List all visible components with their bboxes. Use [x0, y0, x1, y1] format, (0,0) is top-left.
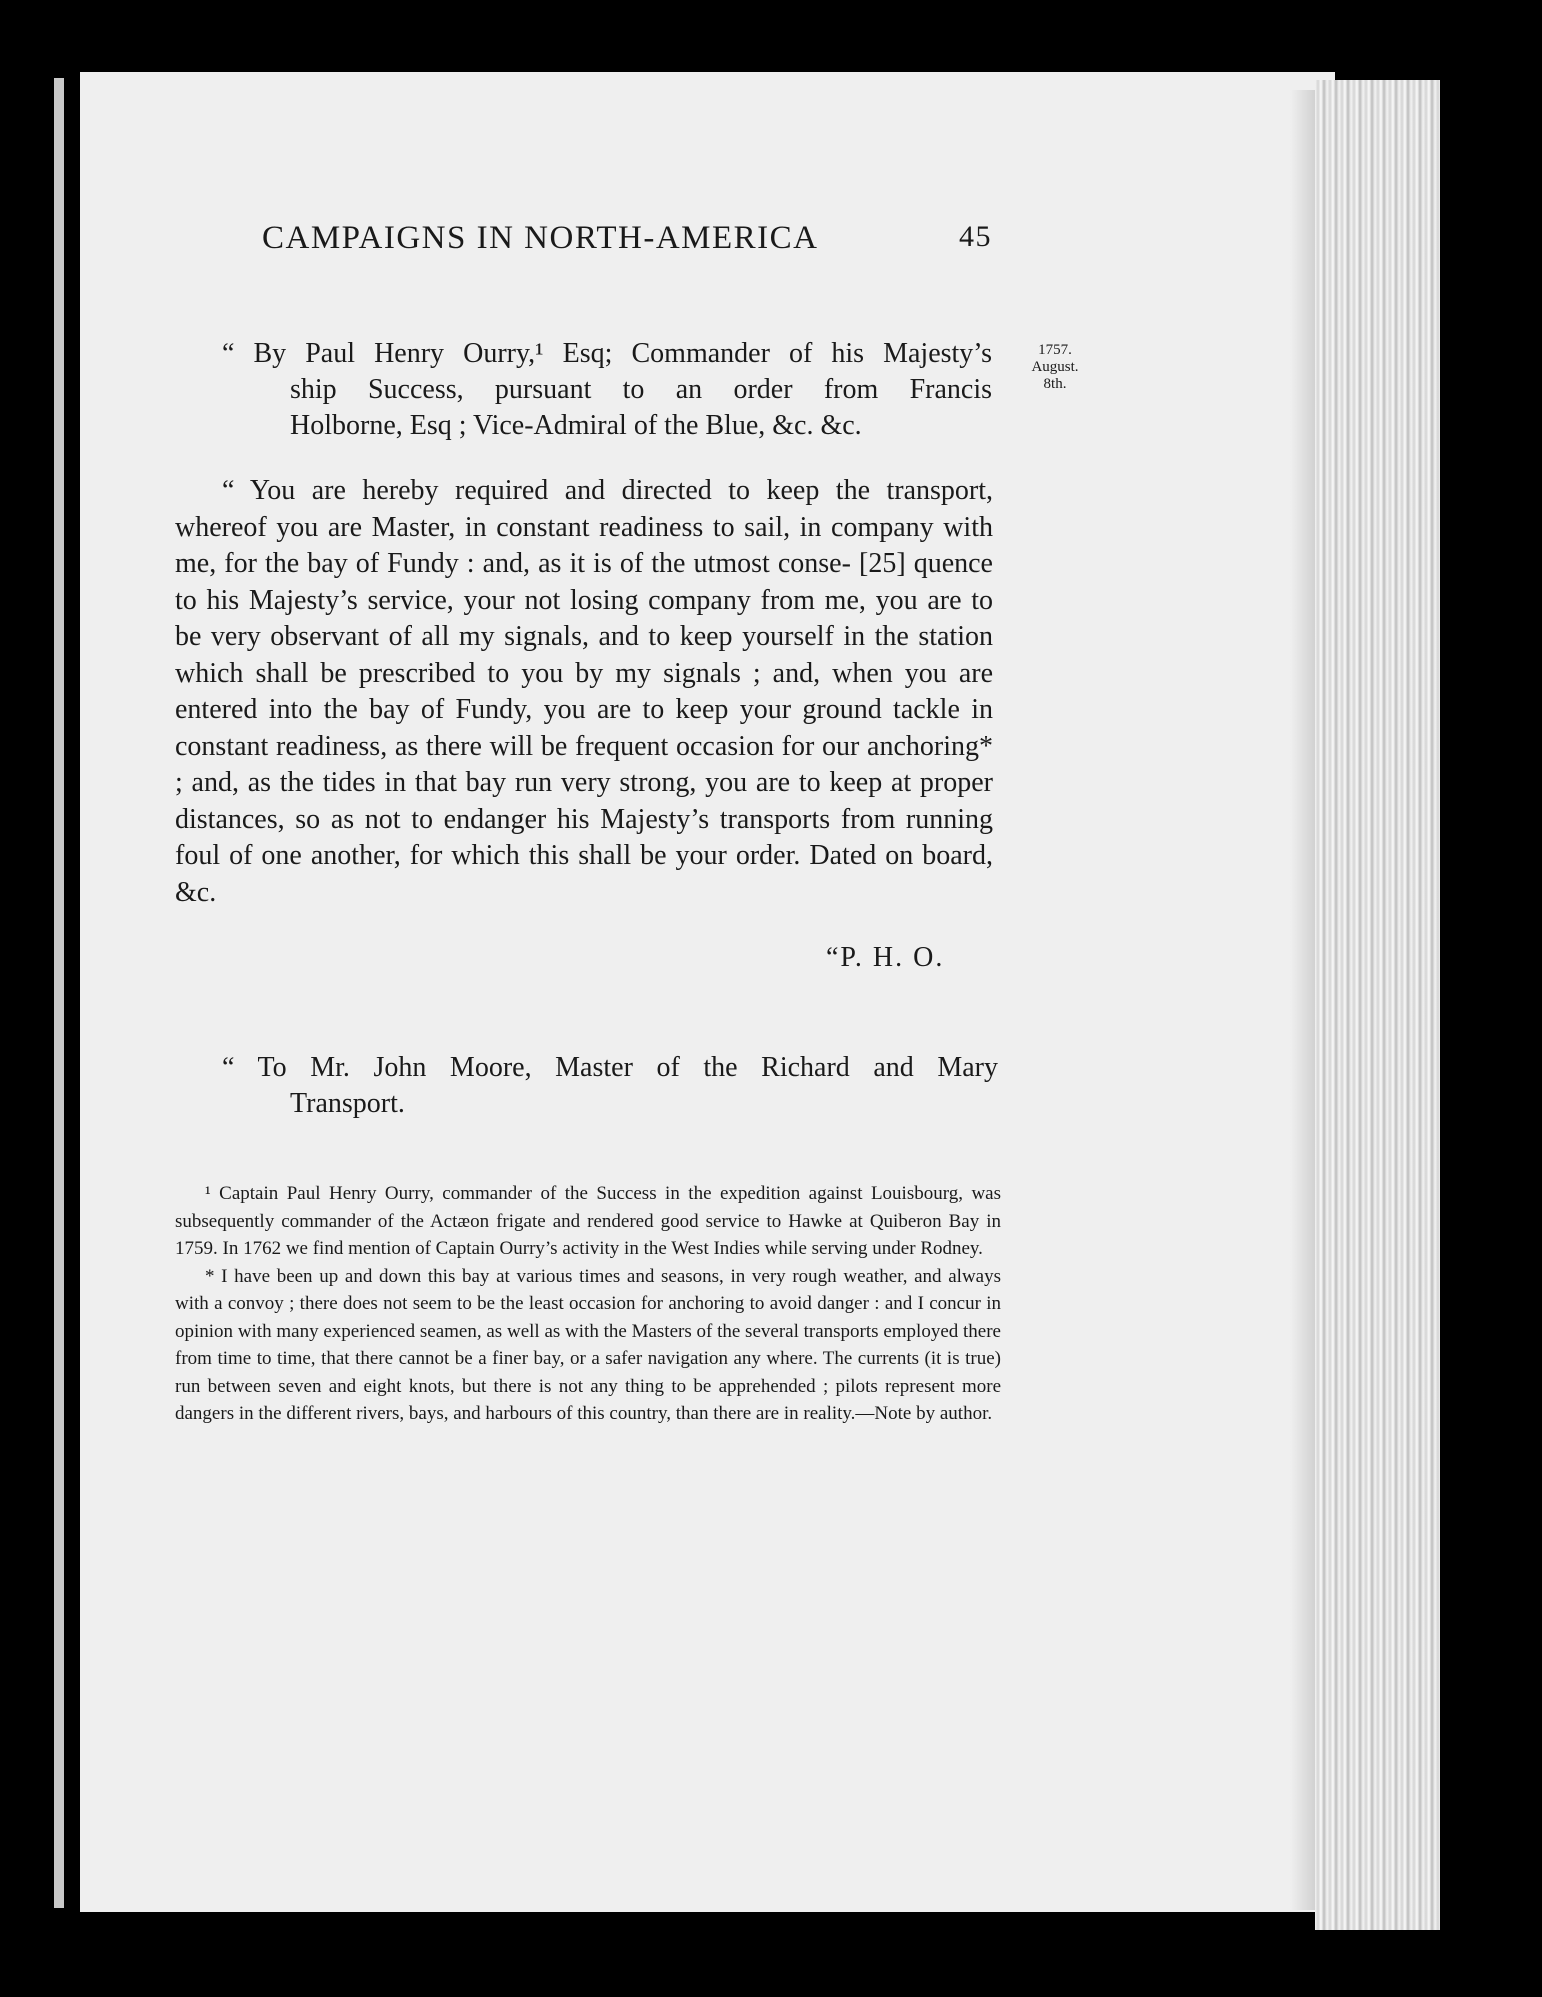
- footnotes: [175, 1180, 1001, 1428]
- order-paragraph: “ You are hereby required and directed to keep the transport, whereof you are Master, in constant readiness to sail, in company with me, for the bay of Fundy : and, as it is of the utmost conse- [25] quence to his Majesty’s service, your not losing company from me, you are to be very observant of all my signals, and to keep yourself in the station which shall be prescribed to you by my signals ; and, when you are entered into the bay of Fundy, you are to keep your ground tackle in constant readiness, as there will be frequent occasion for our anchoring* ; and, as the tides in that bay run very strong, you are to keep at proper distances, so as not to endanger his Majesty’s transports from running foul of one another, for which this shall be your order. Dated on board, &c.: [175, 475, 993, 908]
- margin-date-note: [1000, 342, 1110, 393]
- order-body: [175, 473, 993, 911]
- margin-month: August.: [1031, 359, 1079, 375]
- heading-line-2: ship Success, pursuant to an order from Francis: [290, 374, 992, 405]
- page-number: 45: [959, 220, 992, 253]
- addressee-line-1: “ To Mr. John Moore, Master of the Richard and Mary: [222, 1052, 998, 1083]
- margin-year: 1757.: [1038, 342, 1072, 358]
- running-title: CAMPAIGNS IN NORTH-AMERICA: [262, 220, 819, 256]
- heading-line-1: “ By Paul Henry Ourry,¹ Esq; Commander of his Majesty’s: [222, 338, 992, 369]
- signature-initials: “P. H. O.: [826, 942, 945, 973]
- order-addressee: [222, 1050, 998, 1122]
- heading-line-3: Holborne, Esq ; Vice-Admiral of the Blue, &c. &c.: [290, 410, 862, 441]
- order-heading: [222, 336, 992, 444]
- page-stack-edge: [1315, 80, 1440, 1930]
- footnote-1: ¹ Captain Paul Henry Ourry, commander of the Success in the expedition against Louisbourg, was subsequently commander of the Actæon frigate and rendered good service to Hawke at Quiberon Bay in 1759. In 1762 we find mention of Captain Ourry’s activity in the West Indies while serving under Rodney.: [175, 1183, 1001, 1259]
- running-header: [262, 220, 992, 257]
- addressee-line-2: Transport.: [290, 1088, 405, 1119]
- margin-day: 8th.: [1043, 376, 1067, 392]
- book-spine-edge: [54, 78, 64, 1908]
- footnote-2: * I have been up and down this bay at various times and seasons, in very rough weather, and always with a convoy ; there does not seem to be the least occasion for anchoring to avoid danger : and I concur in opinion with many experienced seamen, as well as with the Masters of the several transports employed there from time to time, that there cannot be a finer bay, or a safer navigation any where. The currents (it is true) run between seven and eight knots, but there is not any thing to be apprehended ; pilots represent more dangers in the different rivers, bays, and harbours of this country, than there are in reality.—Note by author.: [175, 1265, 1001, 1424]
